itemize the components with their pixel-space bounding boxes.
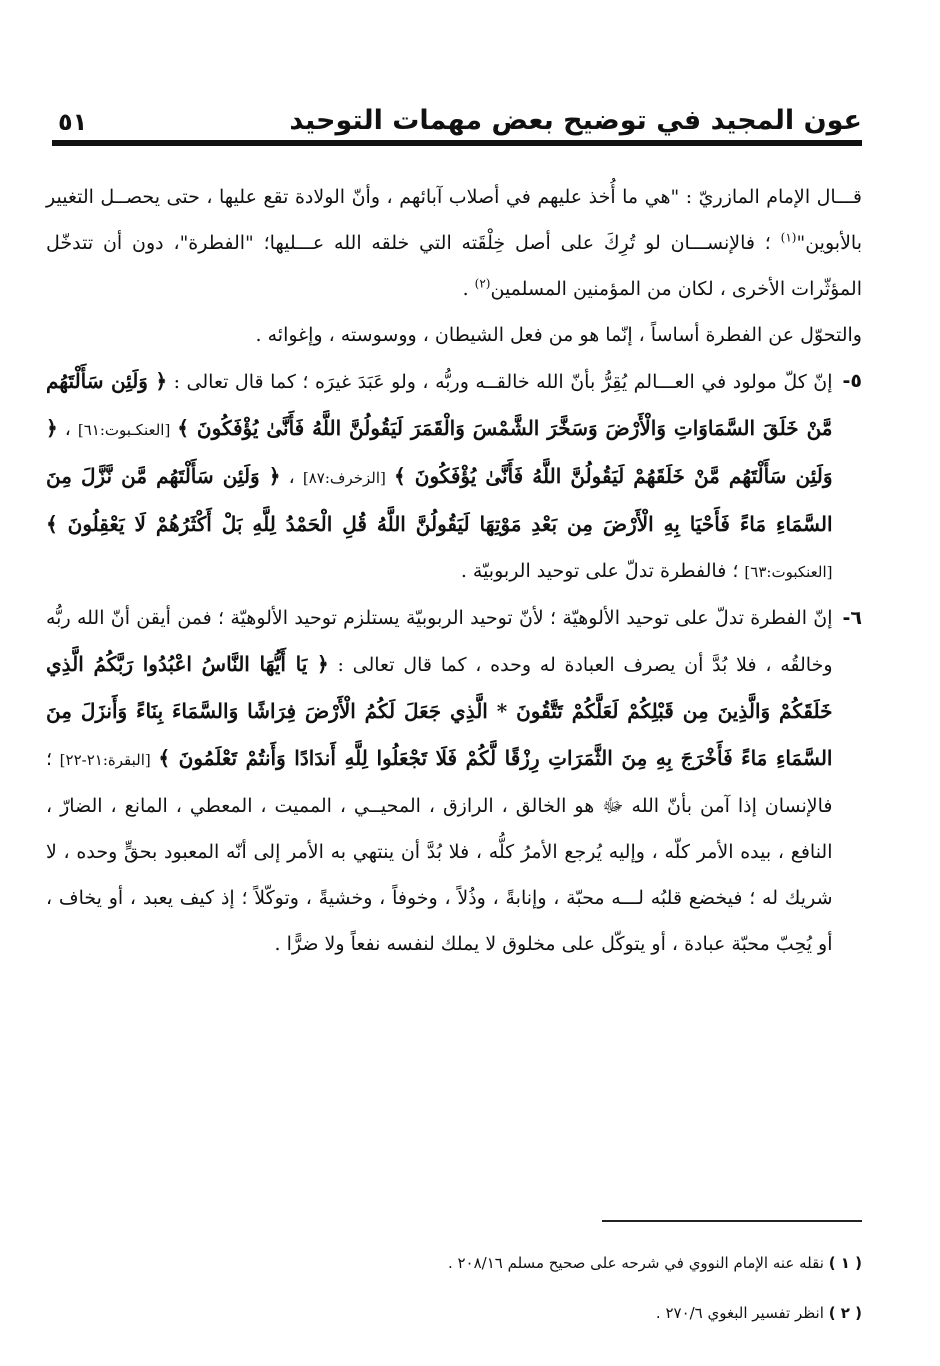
footnote-number: ( ٢ ): [828, 1304, 862, 1322]
paragraph-text: قـــال الإمام المازريّ : "هي ما أُخذ عليهم في أصلاب آبائهم ، وأنّ الولادة تقع عليها ، حتى يحصــل التغيير بالأبوين": [46, 186, 862, 254]
quran-verse: ﴿ وَلَئِن سَأَلْتَهُم مَّنْ خَلَقَهُمْ لَيَقُولُنَّ اللَّهُ فَأَنَّىٰ يُؤْفَكُونَ ﴾: [46, 416, 833, 488]
page-header: [52, 92, 862, 136]
footnote-1: [46, 1238, 862, 1288]
verse-reference: [البقرة:٢١-٢٢]: [59, 751, 151, 769]
footnote-ref-2[interactable]: (٢): [474, 276, 491, 291]
footnote-number: ( ١ ): [828, 1254, 862, 1272]
item-text: [46, 358, 833, 595]
item-number: ٦-: [842, 607, 862, 629]
paragraph-shaytan: والتحوّل عن الفطرة أساساً ، إنّما هو من فعل الشيطان ، ووسوسته ، وإغوائه .: [255, 324, 862, 346]
footnotes: [46, 1238, 862, 1338]
quran-verse: ﴿ يَا أَيُّهَا النَّاسُ اعْبُدُوا رَبَّكُمُ الَّذِي خَلَقَكُمْ وَالَّذِينَ مِن قَبْلِكُمْ لَعَلَّكُمْ تَتَّقُونَ * الَّذِي جَعَلَ لَكُمُ الْأَرْضَ فِرَاشًا وَالسَّمَاءَ بِنَاءً وَأَنزَلَ مِنَ السَّمَاءِ مَاءً فَأَخْرَجَ بِهِ مِنَ الثَّمَرَاتِ رِزْقًا لَّكُمْ فَلَا تَجْعَلُوا لِلَّهِ أَندَادًا وَأَنتُمْ تَعْلَمُونَ ﴾: [46, 652, 833, 770]
verse-reference: [العنكـبوت:٦١]: [77, 421, 171, 439]
verse-reference: [العنكبوت:٦٣]: [744, 563, 833, 581]
paragraph-text: ؛ فالإنســـان لو تُرِكَ على أصل خِلْقَته التي خلقه الله عـــليها؛ "الفطرة"، دون أن تتدخّل المؤثّرات الأخرى ، لكان من المؤمنين المسلمين: [46, 232, 862, 300]
footnote-separator: [602, 1220, 862, 1222]
paragraph-text: .: [462, 278, 475, 300]
footnote-text: نقله عنه الإمام النووي في شرحه على صحيح مسلم ٢٠٨/١٦ .: [447, 1254, 824, 1272]
list-item-6: [46, 595, 862, 967]
item-intro: إنّ كلّ مولود في العـــالم يُقِرُّ بأنّ الله خالقــه وربُّه ، ولو عَبَدَ غيرَه ؛ كما قال تعالى :: [173, 371, 833, 393]
separator: ،: [57, 418, 78, 440]
item-number: ٥-: [842, 370, 862, 392]
item-text: [46, 595, 833, 967]
quran-verse: ﴿ وَلَئِن سَأَلْتَهُم مَّن نَّزَّلَ مِنَ السَّمَاءِ مَاءً فَأَحْيَا بِهِ الْأَرْضَ مِن بَعْدِ مَوْتِهَا لَيَقُولُنَّ اللَّهُ قُلِ الْحَمْدُ لِلَّهِ بَلْ أَكْثَرُهُمْ لَا يَعْقِلُونَ ﴾: [46, 464, 833, 536]
verse-reference: [الزخرف:٨٧]: [302, 469, 386, 487]
paragraph-mazari-quote: [46, 174, 862, 312]
list-item-5: [46, 358, 862, 595]
header-rule: [52, 140, 862, 146]
page-number: ٥١: [58, 108, 88, 136]
main-text: [46, 174, 862, 967]
item-conclusion: ؛ فالإنسان إذا آمن بأنّ الله ﷻ هو الخالق ، الرازق ، المحيــي ، المميت ، المعطي ، المانع ، الضارّ ، النافع ، بيده الأمر كلّه ، وإليه يُرجع الأمرُ كلُّه ، فلا بُدَّ أن ينتهي به الأمر إلى أنّه المعبود بحقٍّ وحده ، لا شريك له ؛ فيخضع قلبُه لـــه محبّة ، وإنابةً ، وذُلاً ، وخوفاً ، وخشيةً ، وتوكّلاً ؛ إذ كيف يعبد ، أو يخاف ، أو يُحِبّ محبّة عبادة ، أو يتوكّل على مخلوق لا يملك لنفسه نفعاً ولا ضرًّا .: [46, 748, 833, 955]
footnote-2: [46, 1288, 862, 1338]
footnote-ref-1[interactable]: (١): [780, 230, 797, 245]
quran-verse: ﴿ وَلَئِن سَأَلْتَهُم مَّنْ خَلَقَ السَّمَاوَاتِ وَالْأَرْضَ وَسَخَّرَ الشَّمْسَ وَالْقَمَرَ لَيَقُولُنَّ اللَّهُ فَأَنَّىٰ يُؤْفَكُونَ ﴾: [46, 369, 833, 440]
item-intro: إنّ الفطرة تدلّ على توحيد الألوهيّة ؛ لأنّ توحيد الربوبيّة يستلزم توحيد الألوهيّة ؛ فمن أيقن أنّ الله ربُّه وخالقُه ، فلا بُدَّ أن يصرف العبادة له وحده ، كما قال تعالى :: [46, 607, 833, 676]
footnote-text: انظر تفسير البغوي ٢٧٠/٦ .: [655, 1304, 824, 1322]
separator: ،: [280, 466, 303, 488]
book-title: عون المجيد في توضيح بعض مهمات التوحيد: [289, 105, 862, 136]
item-conclusion: ؛ فالفطرة تدلّ على توحيد الربوبيّة .: [460, 560, 745, 582]
